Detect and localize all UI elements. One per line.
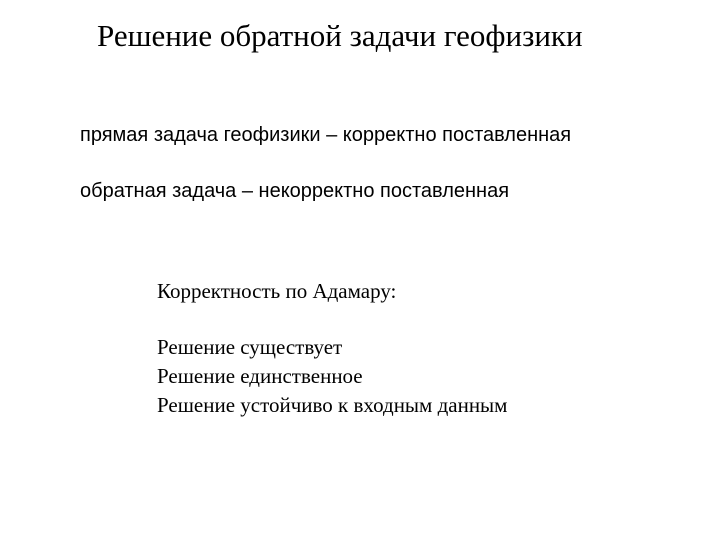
condition-stability: Решение устойчиво к входным данным — [157, 393, 508, 417]
condition-uniqueness: Решение единственное — [157, 364, 363, 388]
slide-title: Решение обратной задачи геофизики — [97, 18, 583, 53]
condition-existence: Решение существует — [157, 335, 343, 359]
inverse-problem-statement: обратная задача – некорректно поставленная — [80, 180, 510, 202]
direct-problem-statement: прямая задача геофизики – корректно поставленная — [80, 124, 572, 146]
hadamard-conditions-list — [157, 333, 507, 420]
hadamard-heading: Корректность по Адамару: — [157, 279, 397, 303]
